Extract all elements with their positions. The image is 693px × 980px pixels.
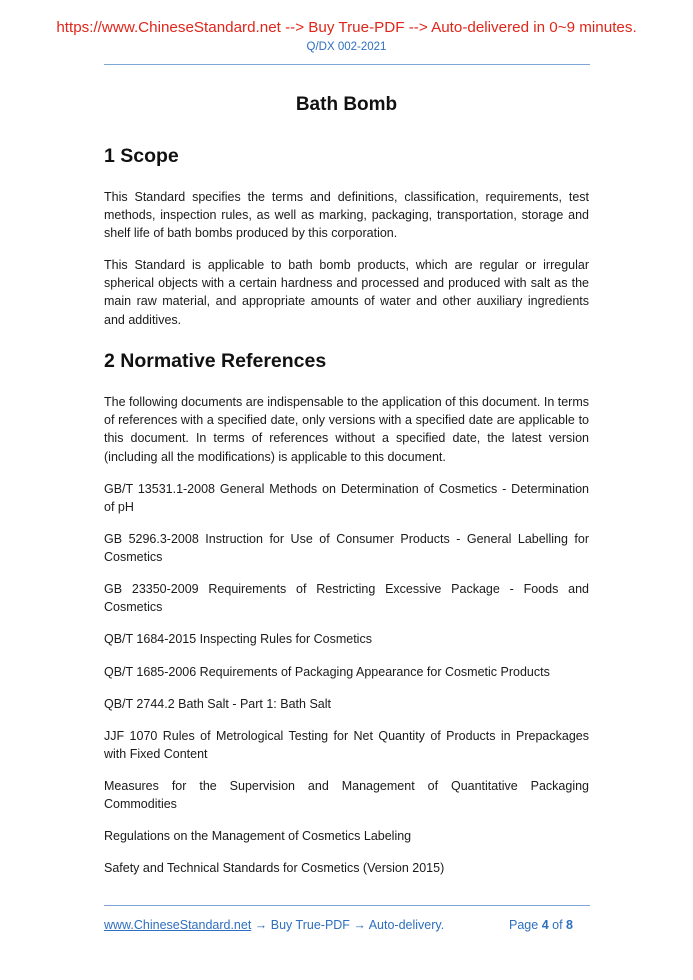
- scope-paragraph-1: This Standard specifies the terms and definitions, classification, requirements, test methods, inspection rules, as well as marking, packaging, transportation, storage and shelf life of bath bombs produced by this corporation.: [104, 190, 589, 241]
- reference-item: QB/T 1684-2015 Inspecting Rules for Cosmetics: [104, 632, 372, 646]
- reference-item: Measures for the Supervision and Management of Quantitative Packaging Commodities: [104, 779, 589, 812]
- reference-item: GB 5296.3-2008 Instruction for Use of Consumer Products - General Labelling for Cosmetics: [104, 532, 589, 565]
- scope-paragraph-2: This Standard is applicable to bath bomb products, which are regular or irregular spherical objects with a certain hardness and processed and produced with salt as the main raw material, and appropriate amounts of water and other auxiliary ingredients and additives.: [104, 258, 589, 327]
- header-divider: [104, 64, 590, 65]
- footer-site-link[interactable]: www.ChineseStandard.net: [104, 918, 252, 932]
- reference-item: JJF 1070 Rules of Metrological Testing for Net Quantity of Products in Prepackages with Fixed Content: [104, 729, 589, 762]
- page-label: Page: [509, 918, 539, 932]
- section-heading-normative-references: 2 Normative References: [104, 350, 327, 372]
- page-number: 4: [541, 918, 549, 932]
- reference-item: Safety and Technical Standards for Cosmetics (Version 2015): [104, 861, 445, 875]
- document-title: Bath Bomb: [295, 94, 398, 115]
- references-intro-paragraph: The following documents are indispensable to the application of this document. In terms of references with a specified date, only versions with a specified date are applicable to this document. In terms of references without a specified date, the latest version (including all the modifications) is applicable to this document.: [104, 395, 589, 464]
- reference-item: GB 23350-2009 Requirements of Restricting Excessive Package - Foods and Cosmetics: [104, 582, 589, 615]
- reference-item: QB/T 1685-2006 Requirements of Packaging Appearance for Cosmetic Products: [104, 665, 550, 679]
- page-indicator: [509, 918, 573, 932]
- reference-item: QB/T 2744.2 Bath Salt - Part 1: Bath Salt: [104, 697, 331, 711]
- section-heading-scope: 1 Scope: [104, 145, 179, 167]
- footer-promo: [104, 918, 444, 932]
- footer-divider: [104, 905, 590, 906]
- top-banner[interactable]: https://www.ChineseStandard.net --> Buy True-PDF --> Auto-delivered in 0~9 minutes.: [56, 19, 637, 36]
- footer-promo-text: → Buy True-PDF → Auto-delivery.: [251, 918, 445, 932]
- page-total: 8: [566, 918, 573, 932]
- of-label: of: [552, 918, 563, 932]
- reference-item: GB/T 13531.1-2008 General Methods on Determination of Cosmetics - Determination of pH: [104, 482, 589, 515]
- reference-item: Regulations on the Management of Cosmetics Labeling: [104, 829, 412, 843]
- document-code: Q/DX 002-2021: [306, 41, 387, 53]
